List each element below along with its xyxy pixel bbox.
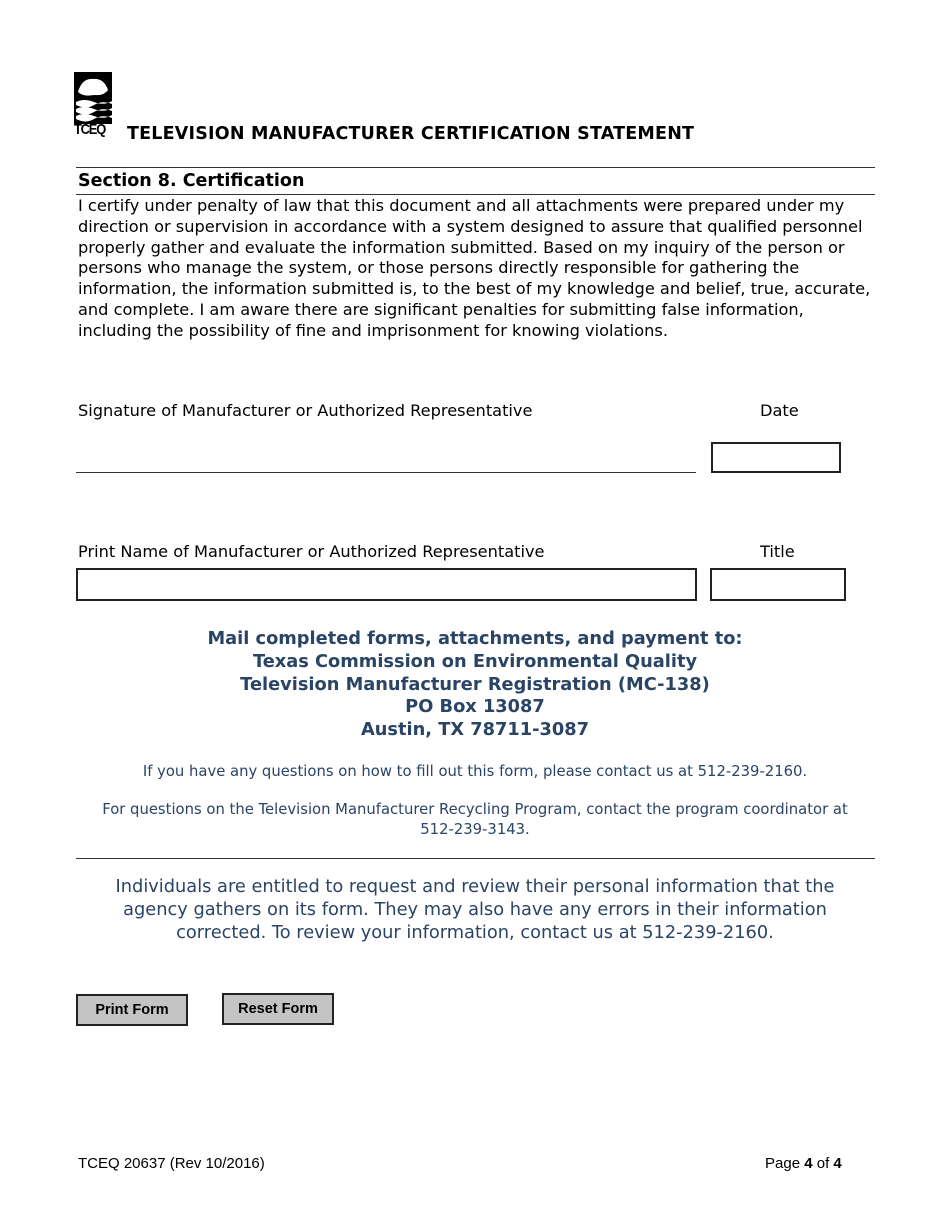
- logo-text: TCEQ: [74, 121, 106, 138]
- date-field[interactable]: [711, 442, 841, 473]
- mail-po-box: PO Box 13087: [405, 696, 545, 718]
- signature-line[interactable]: [76, 472, 696, 473]
- page-indicator: [765, 1155, 842, 1172]
- mail-city: Austin, TX 78711-3087: [361, 719, 589, 741]
- page-current: 4: [804, 1155, 813, 1172]
- section-title: Section 8. Certification: [78, 171, 305, 191]
- reset-form-button[interactable]: Reset Form: [222, 993, 334, 1025]
- page-prefix: Page: [765, 1155, 801, 1172]
- privacy-notice: [0, 875, 950, 944]
- contact-program: [0, 800, 950, 840]
- mail-instruction: Mail completed forms, attachments, and payment to:: [207, 628, 743, 649]
- mail-department: Television Manufacturer Registration (MC-138): [240, 673, 710, 695]
- contact-questions: If you have any questions on how to fill out this form, please contact us at 512-239-2160.: [142, 763, 808, 780]
- contact-program-text: For questions on the Television Manufacturer Recycling Program, contact the program coordinator at: [102, 801, 848, 818]
- signature-label: Signature of Manufacturer or Authorized Representative: [78, 401, 533, 420]
- mailing-address: [0, 628, 950, 742]
- mail-agency: Texas Commission on Environmental Quality: [252, 650, 698, 672]
- tceq-logo: [74, 72, 114, 142]
- title-field[interactable]: [710, 568, 846, 601]
- divider-section: [76, 194, 875, 195]
- divider-top: [76, 167, 875, 168]
- page-total: 4: [833, 1155, 842, 1172]
- form-number: TCEQ 20637 (Rev 10/2016): [78, 1155, 265, 1172]
- privacy-line-3: corrected. To review your information, contact us at 512-239-2160.: [176, 922, 774, 943]
- contact-program-phone: 512-239-3143.: [420, 821, 530, 838]
- page-of: of: [816, 1155, 830, 1172]
- print-name-field[interactable]: [76, 568, 697, 601]
- print-name-label: Print Name of Manufacturer or Authorized Representative: [78, 542, 545, 561]
- certification-text: I certify under penalty of law that this document and all attachments were prepared under my direction or supervision in accordance with a system designed to assure that qualified personnel properly gather and evaluate the information submitted. Based on my inquiry of the person or persons who manage the system, or those persons directly responsible for gathering the information, the information submitted is, to the best of my knowledge and belief, true, accurate, and complete. I am aware there are significant penalties for submitting false information, including the possibility of fine and imprisonment for knowing violations.: [78, 196, 871, 340]
- date-label: Date: [760, 401, 799, 420]
- privacy-line-2: agency gathers on its form. They may also have any errors in their information: [123, 899, 827, 920]
- title-label: Title: [760, 542, 795, 561]
- print-form-button[interactable]: Print Form: [76, 994, 188, 1026]
- form-title: TELEVISION MANUFACTURER CERTIFICATION STATEMENT: [127, 124, 695, 144]
- privacy-line-1: Individuals are entitled to request and review their personal information that the: [115, 876, 835, 897]
- divider-bottom: [76, 858, 875, 859]
